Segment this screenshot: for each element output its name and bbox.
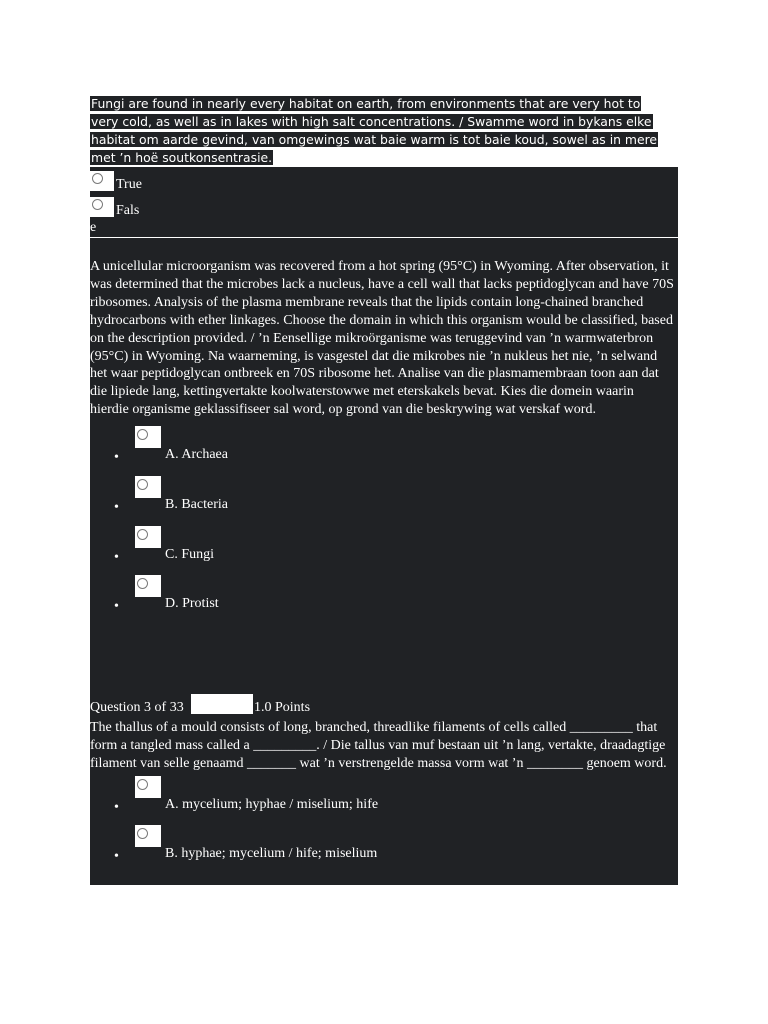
choice-a-label: A. mycelium; hyphae / miselium; hife [165, 796, 379, 812]
question-points: 1.0 Points [254, 699, 311, 715]
quiz-panel [90, 167, 678, 885]
bullet-icon: • [114, 450, 119, 466]
question-1 [90, 95, 678, 167]
question-3 [90, 716, 678, 885]
false-label-wrap: e [90, 220, 97, 235]
choice-bacteria-label: B. Bacteria [165, 496, 228, 512]
bullet-icon: • [114, 549, 119, 565]
choice-a-radio[interactable] [137, 779, 148, 790]
question-2-choices [90, 426, 674, 625]
question-number: Question 3 of 33 [90, 699, 184, 715]
points-box [191, 694, 253, 714]
choice-bacteria-radio-box[interactable] [135, 476, 161, 498]
false-label: Fals [116, 203, 140, 218]
question-2 [90, 238, 678, 625]
choice-b-radio-box[interactable] [135, 825, 161, 847]
choice-fungi-radio-box[interactable] [135, 526, 161, 548]
question-3-choices [90, 776, 678, 875]
false-radio-box[interactable] [90, 197, 114, 217]
true-radio-box[interactable] [90, 171, 114, 191]
quiz-content [90, 95, 678, 885]
true-radio[interactable] [92, 173, 103, 184]
question-3-text: The thallus of a mould consists of long, branched, threadlike filaments of cells called _________ that form a tangled mass called a _________. / Die tallus van muf bestaan uit ’n lang, vertakte, draadagtige filament van selle genaamd _______ wat ’n verstrengelde massa vorm wat ’n ________ genoem word. [90, 719, 667, 771]
choice-hyphae-mycelium[interactable] [90, 825, 678, 875]
choice-fungi[interactable] [90, 526, 674, 576]
choice-b-label: B. hyphae; mycelium / hife; miselium [165, 846, 378, 862]
choice-archaea[interactable] [90, 426, 674, 476]
choice-protist-radio-box[interactable] [135, 575, 161, 597]
question-2-text: A unicellular microorganism was recovered from a hot spring (95°C) in Wyoming. After observation, it was determined that the microbes lack a nucleus, have a cell wall that lacks peptidoglycan and have 70S ribosomes. Analysis of the plasma membrane reveals that the lipids contain long-chained branched hydrocarbons with ether linkages. Choose the domain in which this organism would be classified, based on the description provided. / ’n Eensellige mikroörganisme was teruggevind van ’n warmwaterbron (95°C) in Wyoming. Na waarneming, is vasgestel dat die mikrobes nie ’n nukleus het nie, ’n selwand het waar peptidoglycan ontbreek en 70S ribosome het. Analise van die plasmamembraan toon aan dat die lipiede lang, kettingvertakte koolwaterstowwe met eterskakels bevat. Kies die domein waarin hierdie organisme geklassifiseer sal word, op grond van die beskrywing wat verskaf word. [90, 259, 674, 418]
choice-protist-radio[interactable] [137, 578, 148, 589]
question-3-header [90, 694, 678, 716]
bullet-icon: • [114, 799, 119, 815]
choice-fungi-label: C. Fungi [165, 546, 215, 562]
bullet-icon: • [114, 499, 119, 515]
bullet-icon: • [114, 849, 119, 865]
choice-fungi-radio[interactable] [137, 529, 148, 540]
panel-bottom-spacer [90, 875, 678, 885]
bullet-icon: • [114, 599, 119, 615]
choice-bacteria[interactable] [90, 476, 674, 526]
true-false-options [90, 167, 678, 238]
choice-b-radio[interactable] [137, 828, 148, 839]
choice-bacteria-radio[interactable] [137, 479, 148, 490]
choice-a-radio-box[interactable] [135, 776, 161, 798]
choice-protist-label: D. Protist [165, 596, 219, 612]
false-radio[interactable] [92, 199, 103, 210]
choice-archaea-radio-box[interactable] [135, 426, 161, 448]
choice-protist[interactable] [90, 575, 674, 625]
question-1-text: Fungi are found in nearly every habitat on earth, from environments that are very hot to very cold, as well as in lakes with high salt concentrations. / Swamme word in bykans elke habitat om aarde gevind, van omgewings wat baie warm is tot baie koud, sowel as in mere met ’n hoë soutkonsentrasie. [91, 96, 658, 165]
choice-mycelium-hyphae[interactable] [90, 776, 678, 826]
true-label: True [116, 177, 142, 192]
choice-archaea-radio[interactable] [137, 429, 148, 440]
choice-archaea-label: A. Archaea [165, 447, 228, 463]
